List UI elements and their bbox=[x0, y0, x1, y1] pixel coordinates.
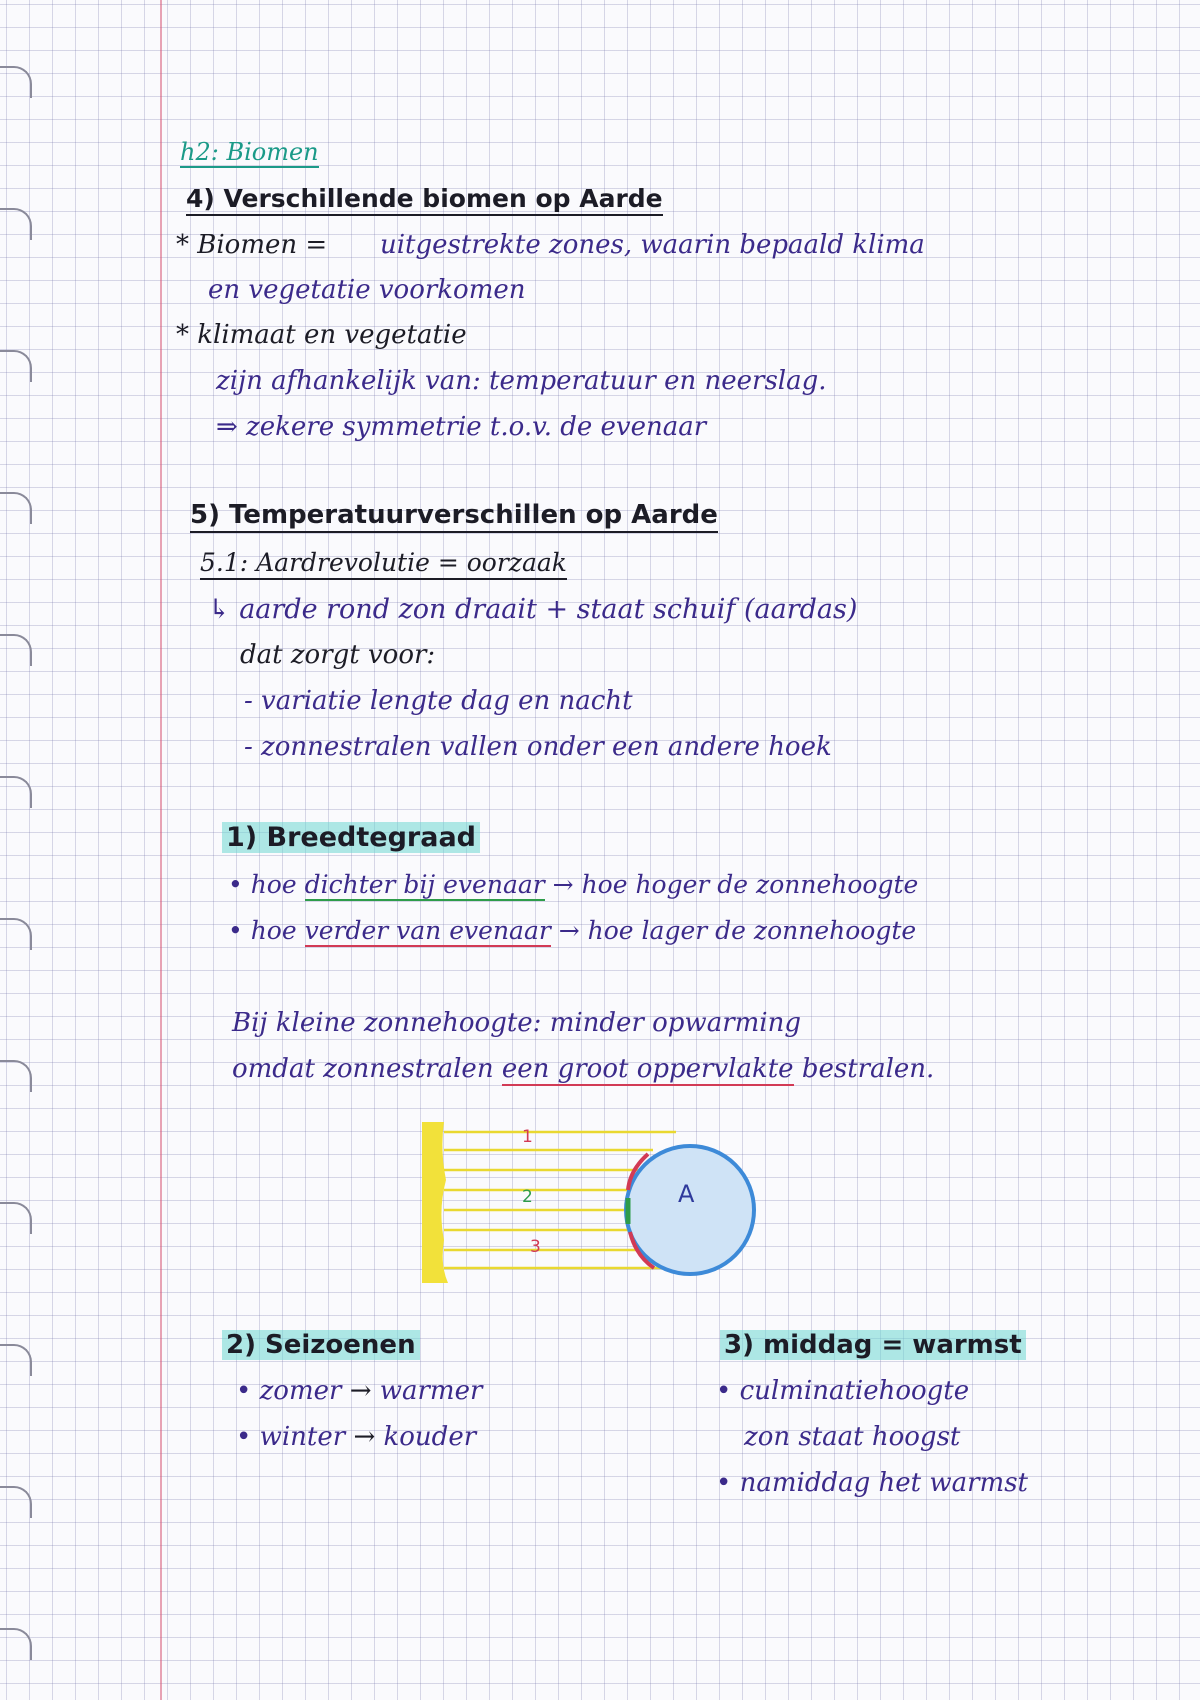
globe bbox=[626, 1146, 754, 1274]
ring-hole bbox=[0, 492, 32, 524]
ring-hole bbox=[0, 1628, 32, 1660]
seizoen-item bbox=[236, 1422, 476, 1452]
middag-line-1: • culminatiehoogte bbox=[716, 1376, 970, 1406]
ring-hole bbox=[0, 66, 32, 98]
middag-title: 3) middag = warmst bbox=[720, 1330, 1026, 1360]
sun-edge bbox=[422, 1122, 448, 1283]
ray-label: 3 bbox=[530, 1237, 541, 1257]
explanation-line-2 bbox=[232, 1054, 934, 1084]
result-item: - zonnestralen vallen onder een andere hoek bbox=[244, 732, 832, 762]
underlined-phrase: dichter bij evenaar bbox=[304, 870, 545, 899]
section-5-title: 5) Temperatuurverschillen op Aarde bbox=[190, 500, 718, 533]
bullet-text: • hoe bbox=[228, 916, 297, 945]
margin-line bbox=[160, 0, 162, 1700]
seizoen-item bbox=[236, 1376, 482, 1406]
sun-rays-diagram bbox=[418, 1120, 768, 1285]
seizoenen-title: 2) Seizoenen bbox=[222, 1330, 420, 1360]
breedtegraad-line-2 bbox=[228, 916, 916, 945]
ray-label: 2 bbox=[522, 1187, 533, 1207]
ring-hole bbox=[0, 1344, 32, 1376]
result-text: → hoe lager de zonnehoogte bbox=[558, 916, 917, 945]
underlined-phrase: verder van evenaar bbox=[304, 916, 551, 945]
season-name: • zomer bbox=[236, 1376, 342, 1406]
result-text: → hoe hoger de zonnehoogte bbox=[552, 870, 919, 899]
result-intro: dat zorgt voor: bbox=[240, 640, 436, 670]
ray-label: 1 bbox=[522, 1127, 533, 1147]
result-item: - variatie lengte dag en nacht bbox=[244, 686, 633, 716]
explanation-line-1: Bij kleine zonnehoogte: minder opwarming bbox=[232, 1008, 801, 1038]
underlined-phrase: een groot oppervlakte bbox=[501, 1054, 794, 1084]
middag-line-3: • namiddag het warmst bbox=[716, 1468, 1028, 1498]
chapter-title: h2: Biomen bbox=[180, 138, 319, 166]
ring-hole bbox=[0, 1202, 32, 1234]
klimaat-line-1: zijn afhankelijk van: temperatuur en neerslag. bbox=[216, 366, 827, 396]
section-5-1-title: 5.1: Aardrevolutie = oorzaak bbox=[200, 548, 567, 580]
arrow-icon: → bbox=[353, 1422, 384, 1452]
biomen-definition: uitgestrekte zones, waarin bepaald klima bbox=[380, 230, 925, 260]
globe-label: A bbox=[678, 1180, 695, 1208]
biomen-definition-cont: en vegetatie voorkomen bbox=[208, 275, 526, 305]
cause-line: ↳ aarde rond zon draait + staat schuif (aardas) bbox=[208, 594, 858, 625]
ring-hole bbox=[0, 1060, 32, 1092]
explanation-text: omdat zonnestralen bbox=[232, 1054, 494, 1084]
breedtegraad-line-1 bbox=[228, 870, 918, 899]
section-4-title: 4) Verschillende biomen op Aarde bbox=[186, 184, 663, 216]
ring-hole bbox=[0, 634, 32, 666]
arrow-icon: → bbox=[349, 1376, 380, 1406]
klimaat-label: * klimaat en vegetatie bbox=[176, 320, 467, 350]
ring-hole bbox=[0, 350, 32, 382]
middag-line-2: zon staat hoogst bbox=[744, 1422, 961, 1452]
biomen-label: * Biomen = bbox=[176, 230, 328, 260]
ring-hole bbox=[0, 208, 32, 240]
season-effect: kouder bbox=[383, 1422, 477, 1452]
ring-hole bbox=[0, 1486, 32, 1518]
breedtegraad-title: 1) Breedtegraad bbox=[222, 822, 480, 853]
ring-hole bbox=[0, 776, 32, 808]
season-effect: warmer bbox=[379, 1376, 483, 1406]
explanation-text: bestralen. bbox=[801, 1054, 935, 1084]
season-name: • winter bbox=[236, 1422, 346, 1452]
klimaat-line-2: ⇒ zekere symmetrie t.o.v. de evenaar bbox=[216, 412, 707, 442]
ring-hole bbox=[0, 918, 32, 950]
bullet-text: • hoe bbox=[228, 870, 297, 899]
